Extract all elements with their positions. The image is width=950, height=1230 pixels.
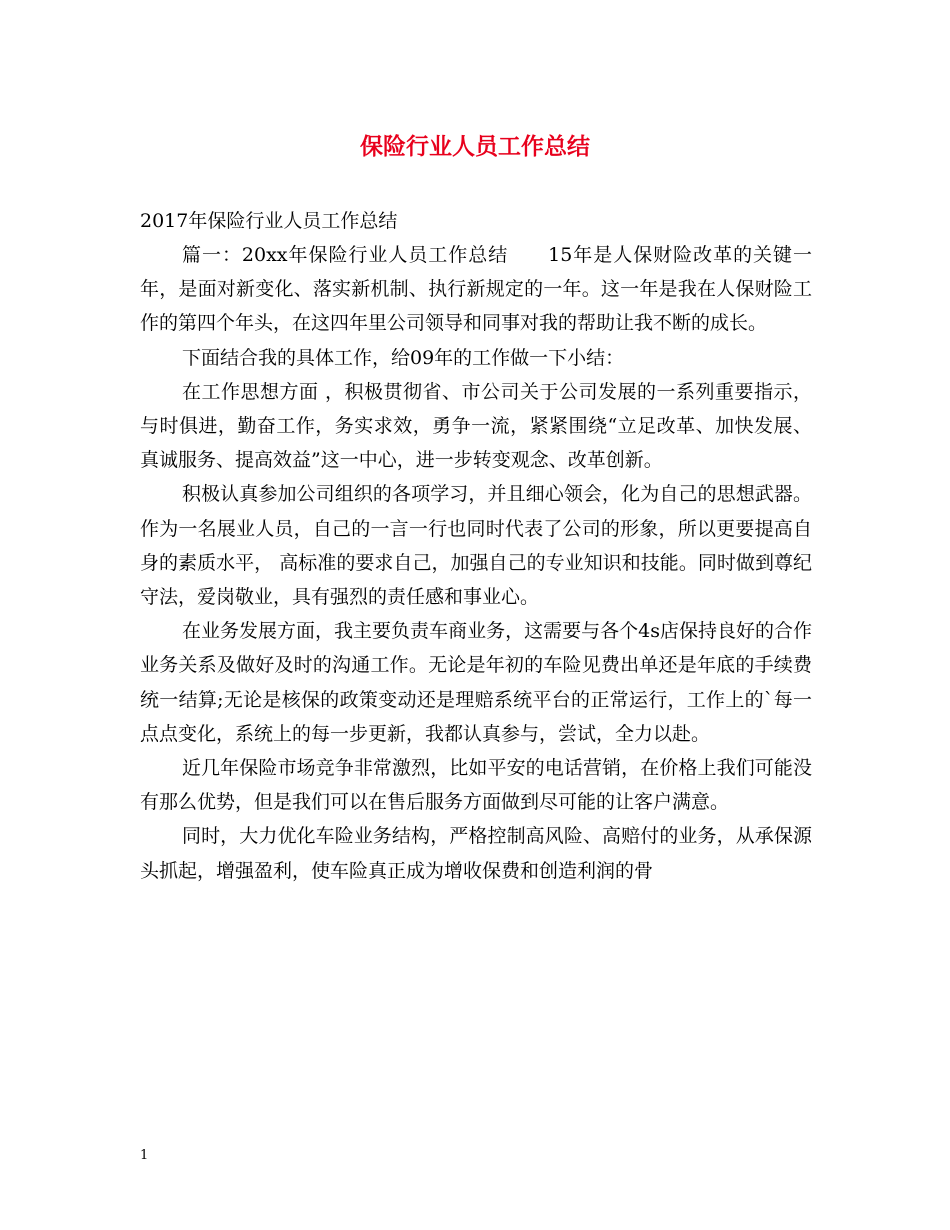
paragraph-market-competition: 近几年保险市场竞争非常激烈，比如平安的电话营销，在价格上我们可能没有那么优势，但是我们可以在售后服务方面做到尽可能的让客户满意。 bbox=[140, 757, 812, 814]
paragraph-business-development: 在业务发展方面，我主要负责车商业务，这需要与各个4s店保持良好的合作业务关系及做好及时的沟通工作。无论是年初的车险见费出单还是年底的手续费统一结算;无论是核保的政策变动还是理赔系统平台的正常运行，工作上的`每一点点变化，系统上的每一步更新，我都认真参与，尝试，全力以赴。 bbox=[140, 620, 812, 745]
paragraph-work-thinking: 在工作思想方面 ，积极贯彻省、市公司关于公司发展的一系列重要指示，与时俱进，勤奋工作，务实求效，勇争一流，紧紧围绕“立足改革、加快发展、真诚服务、提高效益”这一中心，进一步转变观念、改革创新。 bbox=[140, 380, 812, 472]
document-body bbox=[140, 204, 812, 888]
paragraph-intro: 篇一：20xx年保险行业人员工作总结 15年是人保财险改革的关键一年，是面对新变化、落实新机制、执行新规定的一年。这一年是我在人保财险工作的第四个年头，在这四年里公司领导和同事对我的帮助让我不断的成长。 bbox=[140, 244, 812, 335]
paragraph-study: 积极认真参加公司组织的各项学习，并且细心领会，化为自己的思想武器。 作为一名展业人员，自己的一言一行也同时代表了公司的形象，所以更要提高自身的素质水平， 高标准的要求自己，加强自己的专业知识和技能。同时做到尊纪守法，爱岗敬业，具有强烈的责任感和事业心。 bbox=[140, 483, 812, 609]
paragraph-structure-optimization: 同时，大力优化车险业务结构，严格控制高风险、高赔付的业务，从承保源头抓起，增强盈利，使车险真正成为增收保费和创造利润的骨 bbox=[140, 825, 812, 882]
paragraph-summary-lead: 下面结合我的具体工作，给09年的工作做一下小结： bbox=[182, 346, 625, 369]
page-number: 1 bbox=[140, 1148, 149, 1163]
document-subtitle: 2017年保险行业人员工作总结 bbox=[140, 210, 398, 232]
document-title: 保险行业人员工作总结 bbox=[360, 134, 590, 160]
